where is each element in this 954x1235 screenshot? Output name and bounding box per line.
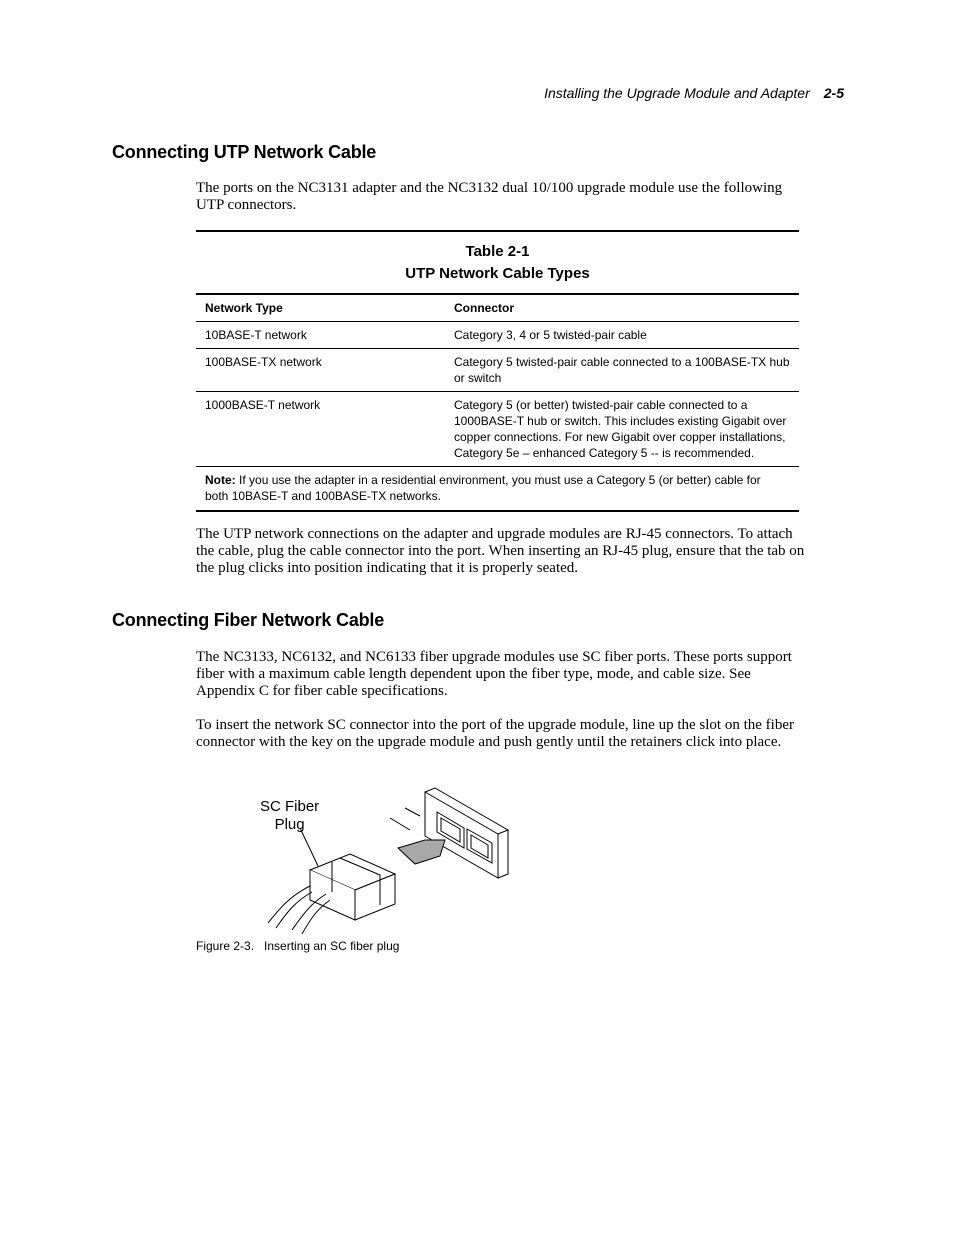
running-header-title: Installing the Upgrade Module and Adapter	[544, 85, 810, 101]
table-row	[196, 349, 799, 392]
fiber-insert-paragraph: To insert the network SC connector into the port of the upgrade module, line up the slot on the fiber connector with the key on the upgrade module and push gently until the retainers click into place.	[196, 717, 794, 750]
table-title: UTP Network Cable Types	[405, 265, 590, 282]
cell-connector: Category 5 twisted-pair cable connected to a 100BASE-TX hub or switch	[445, 349, 799, 392]
table-row	[196, 392, 799, 467]
cell-connector: Category 5 (or better) twisted-pair cable connected to a 1000BASE-T hub or switch. This includes existing Gigabit over copper connections. For new Gigabit over copper installations, Category 5e – enhanced Category 5 -- is recommended.	[445, 392, 799, 467]
section-heading-fiber: Connecting Fiber Network Cable	[112, 610, 385, 630]
column-header-connector: Connector	[445, 294, 799, 322]
utp-cable-table	[196, 230, 799, 512]
cell-connector: Category 3, 4 or 5 twisted-pair cable	[445, 322, 799, 349]
note-text: If you use the adapter in a residential environment, you must use a Category 5 (or better) cable for both 10BASE-T and 100BASE-TX networks.	[205, 473, 761, 503]
section-heading-utp: Connecting UTP Network Cable	[112, 142, 377, 162]
column-header-network-type: Network Type	[196, 294, 445, 322]
table-note	[196, 467, 799, 510]
cell-network-type: 10BASE-T network	[196, 322, 445, 349]
table-caption	[196, 232, 799, 293]
running-header	[544, 85, 844, 101]
sc-fiber-plug-label	[260, 798, 319, 834]
table-number: Table 2-1	[465, 243, 530, 260]
note-label: Note:	[205, 473, 236, 487]
page-number: 2-5	[823, 85, 844, 101]
label-line-2: Plug	[274, 816, 305, 833]
figure-caption: Figure 2-3. Inserting an SC fiber plug	[196, 939, 400, 953]
table-row	[196, 322, 799, 349]
table-grid	[196, 293, 799, 467]
cell-network-type: 1000BASE-T network	[196, 392, 445, 467]
fiber-intro-paragraph: The NC3133, NC6132, and NC6133 fiber upgrade modules use SC fiber ports. These ports support fiber with a maximum cable length dependent upon the fiber type, mode, and cable size. See Appendix C for fiber cable specifications.	[196, 649, 792, 699]
utp-intro-paragraph: The ports on the NC3131 adapter and the NC3132 dual 10/100 upgrade module use the following UTP connectors.	[196, 180, 783, 213]
table-header-row	[196, 294, 799, 322]
cell-network-type: 100BASE-TX network	[196, 349, 445, 392]
sc-fiber-plug-figure	[240, 778, 520, 938]
label-line-1: SC Fiber	[260, 798, 320, 815]
rj45-paragraph: The UTP network connections on the adapter and upgrade modules are RJ-45 connectors. To attach the cable, plug the cable connector into the port. When inserting an RJ-45 plug, ensure that the tab on the plug clicks into position indicating that it is properly seated.	[196, 526, 805, 576]
